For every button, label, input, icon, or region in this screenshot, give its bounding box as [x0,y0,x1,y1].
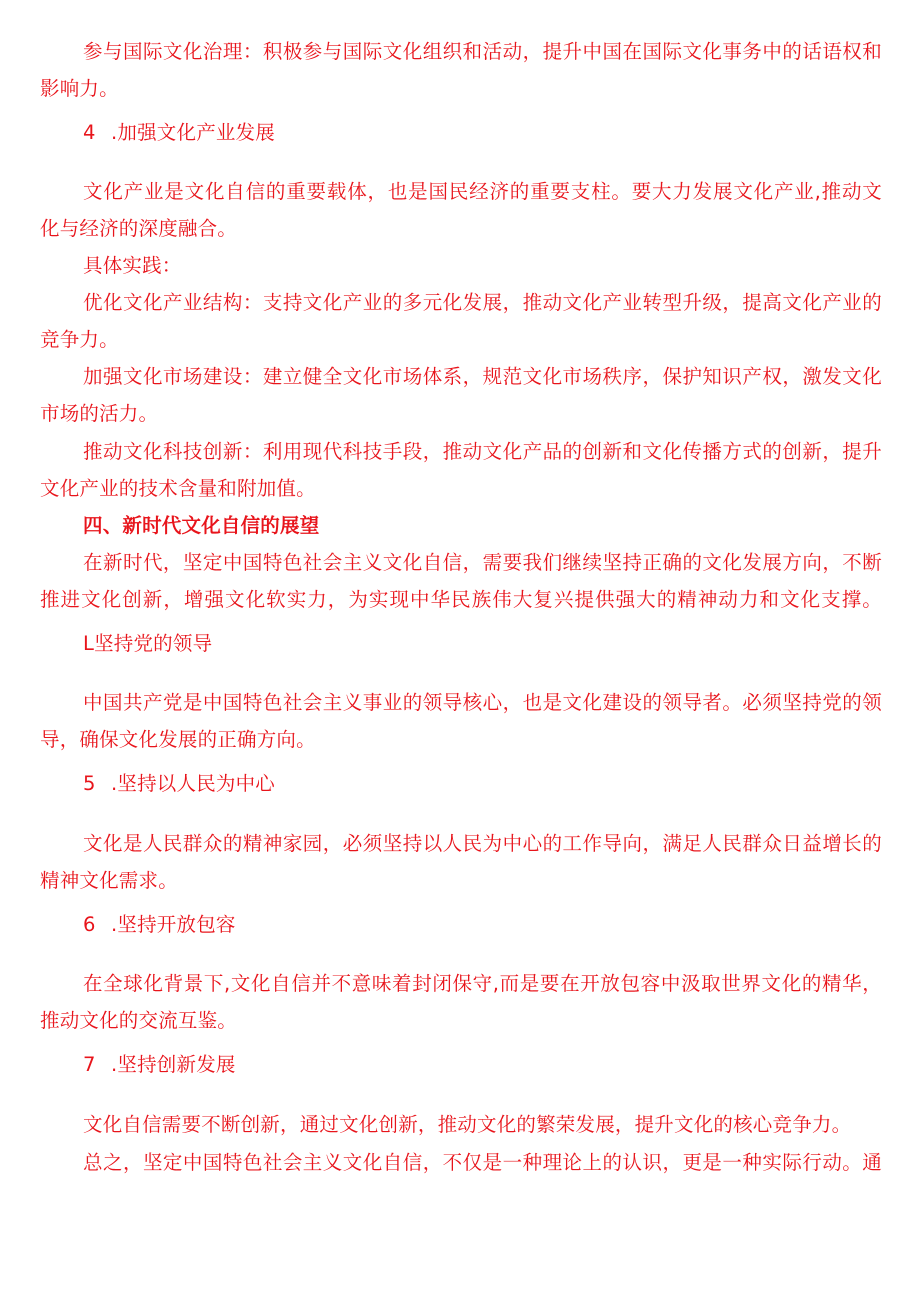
paragraph-line: 市场的活力。 [40,402,159,425]
paragraph-line: 文化是人民群众的精神家园，必须坚持以人民为中心的工作导向，满足人民群众日益增长的 [83,832,882,855]
paragraph-line: 精神文化需求。 [40,869,178,892]
paragraph-line: 中国共产党是中国特色社会主义事业的领导核心，也是文化建设的领导者。必须坚持党的领 [83,691,882,714]
section-title: .坚持开放包容 [111,913,236,936]
section-number: 5 [83,772,96,795]
paragraph-line: 优化文化产业结构：支持文化产业的多元化发展，推动文化产业转型升级，提高文化产业的 [83,291,882,314]
paragraph-line: 推动文化科技创新：利用现代科技手段，推动文化产品的创新和文化传播方式的创新，提升 [83,440,882,463]
paragraph-line: 导，确保文化发展的正确方向。 [40,728,316,751]
paragraph-line: 化与经济的深度融合。 [40,217,238,240]
section-title: .加强文化产业发展 [111,121,275,144]
paragraph-line: 文化自信需要不断创新，通过文化创新，推动文化的繁荣发展，提升文化的核心竞争力。 [83,1113,852,1136]
paragraph-line: 在全球化背景下,文化自信并不意味着封闭保守,而是要在开放包容中汲取世界文化的精华， [83,972,882,995]
section-number: 7 [83,1053,96,1076]
section-title: .坚持创新发展 [111,1053,236,1076]
section-number: 6 [83,913,96,936]
paragraph-line: 加强文化市场建设：建立健全文化市场体系，规范文化市场秩序，保护知识产权，激发文化 [83,365,882,388]
paragraph-line: 文化产业的技术含量和附加值。 [40,477,316,500]
paragraph-line: 影响力。 [40,77,119,100]
section-heading [83,913,882,937]
paragraph-line: 总之，坚定中国特色社会主义文化自信，不仅是一种理论上的认识，更是一种实际行动。通 [83,1151,882,1174]
paragraph-line: 推动文化的交流互鉴。 [40,1009,238,1032]
paragraph-line: 参与国际文化治理：积极参与国际文化组织和活动，提升中国在国际文化事务中的话语权和 [83,40,882,63]
section-heading [83,772,882,796]
chapter-heading: 四、新时代文化自信的展望 [83,514,320,537]
paragraph-line: 推进文化创新，增强文化软实力，为实现中华民族伟大复兴提供强大的精神动力和文化支撑。 [40,588,882,611]
subheading: 具体实践： [83,254,182,277]
paragraph-line: 在新时代，坚定中国特色社会主义文化自信，需要我们继续坚持正确的文化发展方向，不断 [83,551,882,574]
paragraph-line: 竞争力。 [40,328,119,351]
section-heading [83,1053,882,1077]
section-number: 4 [83,121,96,144]
section-title: .坚持以人民为中心 [111,772,275,795]
section-heading: L坚持党的领导 [83,632,213,655]
paragraph-line: 文化产业是文化自信的重要载体，也是国民经济的重要支柱。要大力发展文化产业,推动文 [83,180,882,203]
section-heading [83,121,882,145]
